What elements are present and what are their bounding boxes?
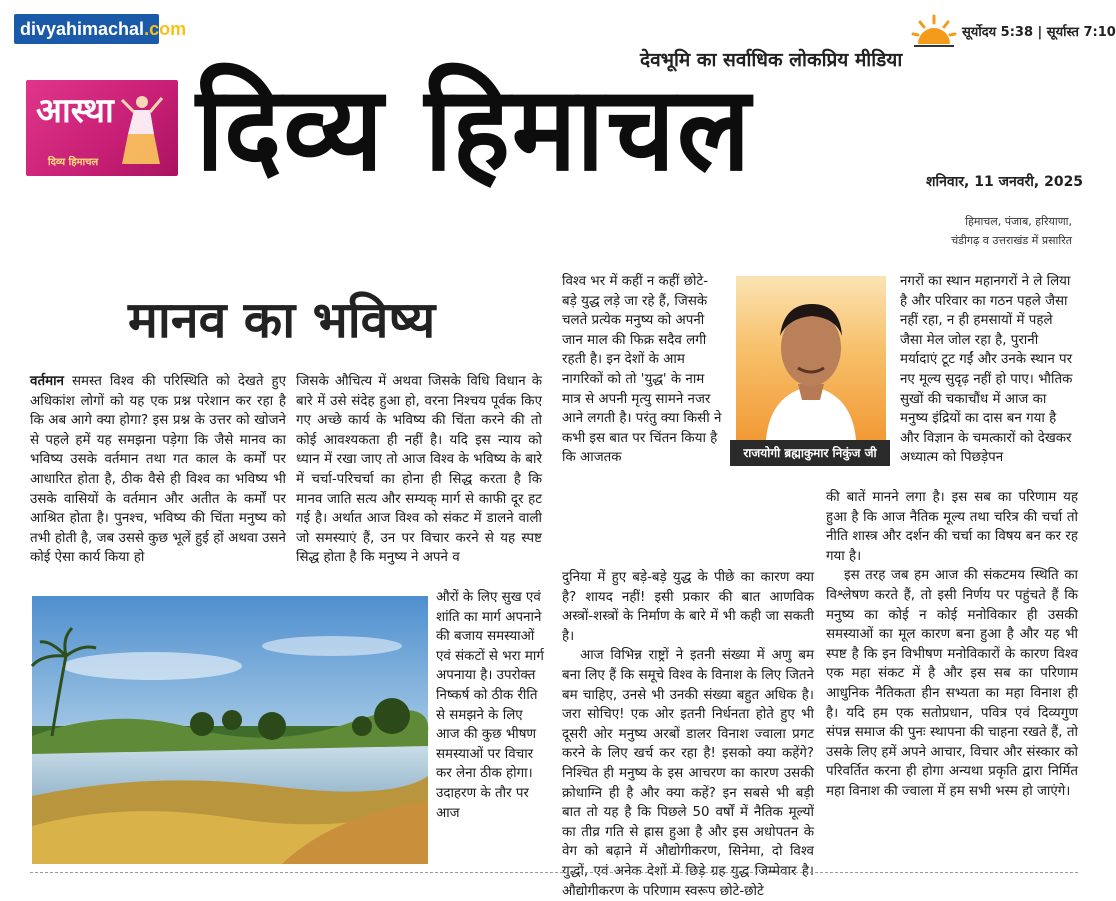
col4b-para-2: इस तरह जब हम आज की संकटमय स्थिति का विश्लेषण करते हैं, तो इसी निर्णय पर पहुंचते हैं कि मनुष्य का कोई न कोई मनोविकार ही उसकी समस्याओं का मूल कारण बना हुआ है और यह भी स्पष्ट है कि इन विभीषण मनोविकारों के कारण विश्व एक महा संकट में है और इस सब का परिणाम आधुनिक नैतिकता हीन सभ्यता का महा विनाश ही है। यदि हम एक सतोप्रधान, पवित्र एवं दिव्यगुण संपन्न समाज की पुनः स्थापना की चाहना रखते हैं, तो उसके लिए हमें अपने आचार, विचार और संस्कार को परिवर्तित करना ही होगा अन्यथा प्रकृति द्वारा निर्मित महा विनाश की ज्वाला में हम सभी भस्म हो जाएंगे। (826, 568, 1078, 799)
editions-line-1: हिमाचल, पंजाब, हरियाणा, (965, 215, 1072, 228)
newspaper-title: दिव्य हिमाचल (196, 62, 753, 198)
editions-line-2: चंडीगढ़ व उत्तराखंड में प्रसारित (951, 234, 1072, 247)
article-column-2 (296, 372, 542, 588)
supplement-subtitle: दिव्य हिमाचल (48, 157, 99, 168)
author-caption: राजयोगी ब्रह्माकुमार निकुंज जी (730, 440, 890, 466)
article-column-1 (30, 372, 286, 588)
col4-text: नगरों का स्थान महानगरों ने ले लिया है और परिवार का गठन पहले जैसा नहीं रहा, न ही हमसायों में पहले जैसा मेल जोल रहा है, पुरानी मर्यादाएं टूट गईं और उनके स्थान पर नए मूल्य सुदृढ़ नहीं हो पाए। भौतिक सुखों की चकाचौंध में आज का मनुष्य इंद्रियों का दास बन गया है और विज्ञान के चमत्कारों को देखकर अध्यात्म को पिछड़ेपन (900, 274, 1073, 466)
aastha-supplement-logo (26, 80, 178, 176)
dancer-icon (118, 94, 164, 168)
article-column-4 (900, 272, 1078, 488)
editions-note (942, 212, 1072, 250)
col2-text: जिसके औचित्य में अथवा जिसके विधि विधान के बारे में उसे संदेह हुआ हो, वरना निश्चय पूर्वक किए गए अच्छे कार्य के भविष्य की चिंता करने की तो कोई आवश्यकता ही नहीं है। यदि इस न्याय को ध्यान में रखा जाए तो आज विश्व के भविष्य के बारे में चर्चा-परिचर्चा का होना ही सिद्ध करता है कि मानव जाति सत्य और सम्यक् मार्ग से काफी दूर हट गई है। अर्थात आज विश्व को संकट में डालने वाली जो समस्याएं हैं, उन पर विचार करने से यह स्पष्ट सिद्ध होता है कि मनुष्य ने अपने व (296, 374, 542, 566)
landscape-illustration (32, 596, 428, 864)
col3b-para-2: आज विभिन्न राष्ट्रों ने इतनी संख्या में अणु बम बना लिए हैं कि समूचे विश्व के विनाश के लिए जितने बम चाहिए, उनसे भी उनकी संख्या बहुत अधिक है। जरा सोचिए! एक ओर इतनी निर्धनता होते हुए भी दूसरी ओर मनुष्य अरबों डालर विनाश ज्वाला प्रगट करने के लिए खर्च कर रहा है! इसको क्या कहेंगे? निश्चित ही मनुष्य के इस आचरण का कारण उसकी क्रोधाग्नि ही है और क्या कहें? इन सबसे भी बड़ी बात तो यह है कि पिछले 50 वर्षों में नैतिक मूल्यों का तीव्र गति से ह्रास हुआ है और इस अधोपतन के वेग को बढ़ाने में औद्योगीकरण, सिनेमा, दो विश्व युद्धों, एवं अनेक देशों में छिड़े ग्रह युद्ध जिम्मेवार है। औद्योगीकरण के परिणाम स्वरूप छोटे-छोटे (562, 648, 814, 899)
lead-word: वर्तमान (30, 374, 64, 389)
site-tld: .com (144, 19, 187, 39)
masthead-tagline: देवभूमि का सर्वाधिक लोकप्रिय मीडिया (640, 49, 903, 71)
site-url-badge[interactable] (14, 14, 187, 44)
sun-icon (912, 14, 956, 48)
col3b-para-1: दुनिया में हुए बड़े-बड़े युद्ध के पीछे का कारण क्या है? शायद नहीं! इसी प्रकार की बात आणविक अस्त्रों-शस्त्रों के निर्माण के बारे में भी कही जा सकती है। (562, 570, 814, 644)
author-portrait (736, 276, 886, 440)
site-name: divyahimachal (20, 19, 145, 39)
landscape-photo (32, 596, 428, 864)
bottom-divider (30, 872, 1078, 873)
col4b-para-1: की बातें मानने लगा है। इस सब का परिणाम यह हुआ है कि आज नैतिक मूल्य तथा चरित्र की चर्चा तो नीति शास्त्र और दर्शन की चर्चा का विषय बन कर रह गया है। (826, 490, 1078, 564)
article-column-4-continued (826, 488, 1078, 868)
col1-text: समस्त विश्व की परिस्थिति को देखते हुए अधिकांश लोगों को यह एक प्रश्न परेशान कर रहा है कि अब आगे क्या होगा? इस प्रश्न के उत्तर को खोजने से पहले हमें यह समझना पड़ेगा कि जैसे मानव का भविष्य उसके वर्तमान तथा गत काल के कर्मों पर आधारित होता है, ठीक वैसे ही विश्व का भविष्य भी उसके वासियों के वर्तमान और अतीत के कर्मों पर आश्रित होता है। पुनश्च, भविष्य की चिंता मनुष्य को तभी होती है, जब उससे कुछ भूलें हुई हों अथवा उसने कोई ऐसा कार्य किया हो (30, 374, 286, 566)
article-headline: मानव का भविष्य (128, 291, 436, 349)
article-column-3-continued (562, 568, 814, 899)
publication-date: शनिवार, 11 जनवरी, 2025 (926, 174, 1084, 190)
article-column-3 (562, 272, 722, 568)
article-column-2-continued (436, 588, 544, 866)
col2b-text: औरों के लिए सुख एवं शांति का मार्ग अपनाने की बजाय समस्याओं एवं संकटों से भरा मार्ग अपनाया है। उपरोक्त निष्कर्ष को ठीक रीति से समझने के लिए आज की कुछ भीषण समस्याओं पर विचार कर लेना ठीक होगा। उदाहरण के तौर पर आज (436, 590, 544, 821)
col3-text: विश्व भर में कहीं न कहीं छोटे-बड़े युद्ध लड़े जा रहे हैं, जिसके चलते प्रत्येक मनुष्य को अपनी जान माल की फिक्र सदैव लगी रहती है। इन देशों के आम नागरिकों को तो 'युद्ध' के नाम मात्र से अपनी मृत्यु सामने नजर आने लगती है। परंतु क्या किसी ने कभी इस बात पर चिंतन किया है कि आजतक (562, 274, 722, 466)
supplement-title: आस्था (36, 91, 114, 131)
sun-times: सूर्योदय 5:38 | सूर्यास्त 7:10 (962, 25, 1116, 40)
author-photo (736, 276, 886, 440)
